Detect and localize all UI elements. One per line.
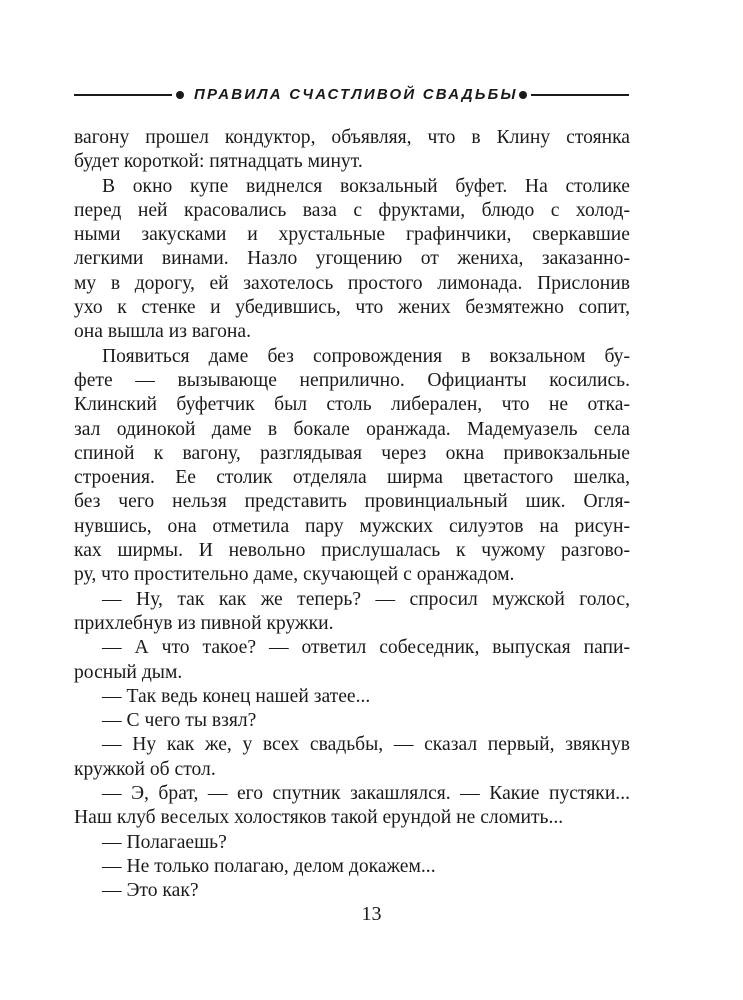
- text-line: ухо к стенке и убедившись, что жених безмятежно сопит,: [74, 297, 630, 319]
- text-line: без чего нельзя представить провинциальный шик. Огля-: [74, 491, 630, 513]
- text-line: Наш клуб веселых холостяков такой ерундой не сломить...: [74, 807, 564, 829]
- text-line: кружкой об стол.: [74, 758, 216, 780]
- running-title: ПРАВИЛА СЧАСТЛИВОЙ СВАДЬБЫ: [194, 86, 518, 103]
- text-line: ках ширмы. И невольно прислушалась к чужому разгово-: [74, 540, 630, 562]
- text-line: прихлебнув из пивной кружки.: [74, 612, 334, 634]
- text-line: — Э, брат, — его спутник закашлялся. — Какие пустяки...: [102, 783, 630, 805]
- text-line: зал одинокой даме в бокале оранжада. Мадемуазель села: [74, 418, 630, 440]
- text-line: Появиться даме без сопровождения в вокзальном бу-: [102, 345, 630, 367]
- header-rule-right: [531, 94, 629, 96]
- header-rule-left: [74, 94, 172, 96]
- text-line: — Ну как же, у всех свадьбы, — сказал первый, звякнув: [102, 734, 630, 756]
- text-line: строения. Ее столик отделяла ширма цветастого шелка,: [74, 467, 630, 489]
- text-line: Клинский буфетчик был столь либерален, что не отка-: [74, 394, 630, 416]
- text-line: — Так ведь конец нашей затее...: [102, 685, 371, 707]
- text-line: ру, что простительно даме, скучающей с оранжадом.: [74, 564, 515, 586]
- text-line: вагону прошел кондуктор, объявляя, что в Клину стоянка: [74, 127, 630, 148]
- text-line: легкими винами. Назло угощению от жениха, заказанно-: [74, 248, 630, 270]
- page-number: 13: [361, 903, 382, 925]
- header-bullet-left: [176, 91, 184, 99]
- text-line: спиной к вагону, разглядывая через окна привокзальные: [74, 442, 630, 464]
- text-line: нувшись, она отметила пару мужских силуэтов на рисун-: [74, 515, 630, 537]
- text-line: — Полагаешь?: [102, 831, 227, 853]
- text-line: фете — вызывающе неприлично. Официанты косились.: [74, 369, 630, 391]
- text-line: му в дорогу, ей захотелось простого лимонада. Прислонив: [74, 272, 630, 294]
- text-line: — Ну, так как же теперь? — спросил мужской голос,: [102, 588, 630, 610]
- text-line: — Не только полагаю, делом докажем...: [102, 855, 436, 877]
- text-line: — А что такое? — ответил собеседник, выпуская папи-: [102, 637, 630, 659]
- running-header: [74, 84, 629, 106]
- text-line: перед ней красовались ваза с фруктами, блюдо с холод-: [74, 199, 630, 221]
- text-line: ными закусками и хрустальные графинчики, сверкавшие: [74, 224, 630, 246]
- text-line: будет короткой: пятнадцать минут.: [74, 151, 363, 173]
- text-line: она вышла из вагона.: [74, 321, 251, 343]
- text-line: росный дым.: [74, 661, 183, 683]
- text-line: — С чего ты взял?: [102, 710, 257, 732]
- body-text: [74, 126, 630, 904]
- text-line: В окно купе виднелся вокзальный буфет. На столике: [102, 175, 630, 197]
- text-line: — Это как?: [102, 880, 199, 902]
- header-bullet-right: [519, 91, 527, 99]
